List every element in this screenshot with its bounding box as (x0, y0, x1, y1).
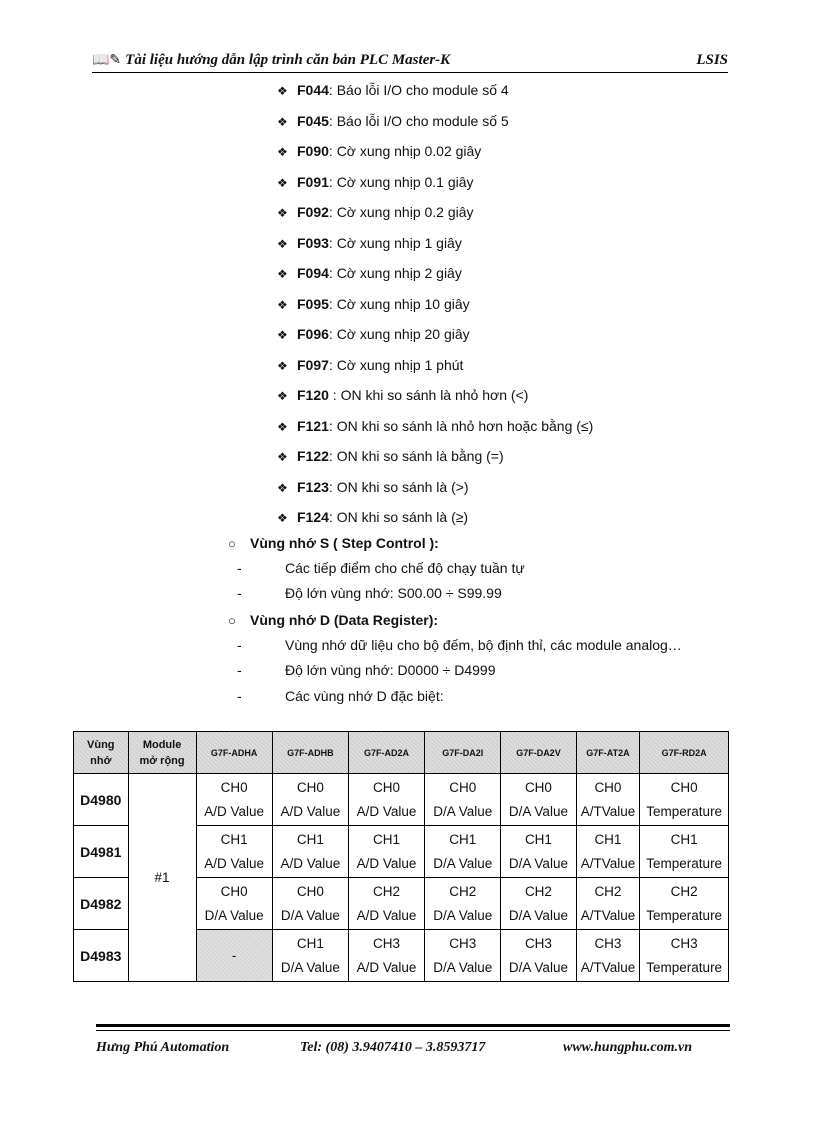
table-cell: CH0 D/A Value (272, 878, 348, 930)
header-model: G7F-ADHA (196, 732, 272, 774)
memory-table (73, 731, 729, 982)
section-s-line: - Độ lớn vùng nhớ: S00.00 ÷ S99.99 (237, 585, 502, 601)
list-item: ❖ F121: ON khi so sánh là nhỏ hơn hoặc bằng (≤) (277, 416, 593, 447)
diamond-bullet-icon: ❖ (277, 389, 288, 403)
section-s-line: - Các tiếp điểm cho chế độ chạy tuần tự (237, 560, 525, 576)
diamond-bullet-icon: ❖ (277, 511, 288, 525)
diamond-bullet-icon: ❖ (277, 480, 288, 495)
table-cell: CH2 A/D Value (348, 878, 424, 930)
header-title: 📖✎ Tài liệu hướng dẫn lập trình căn bản PLC Master-K (92, 52, 451, 68)
table-cell: CH1 D/A Value (272, 930, 348, 982)
table-cell: CH0 D/A Value (501, 774, 576, 826)
header-model: G7F-AD2A (348, 732, 424, 774)
table-cell: CH0 D/A Value (196, 878, 272, 930)
footer-website: www.hungphu.com.vn (563, 1040, 693, 1055)
diamond-bullet-icon: ❖ (277, 328, 288, 342)
table-cell: CH1 D/A Value (425, 826, 501, 878)
address-cell: D4982 (74, 878, 129, 930)
table-cell: CH2 A/TValue (576, 878, 640, 930)
table-cell: CH0 A/D Value (348, 774, 424, 826)
book-pen-icon: 📖✎ (92, 53, 122, 68)
footer-company: Hưng Phú Automation (96, 1040, 230, 1055)
diamond-bullet-icon: ❖ (277, 206, 288, 220)
table-cell: CH1 A/D Value (348, 826, 424, 878)
list-item: ❖ F093: Cờ xung nhịp 1 giây (277, 233, 593, 264)
diamond-bullet-icon: ❖ (277, 175, 288, 190)
table-cell: CH1 A/D Value (272, 826, 348, 878)
table-cell: CH2 D/A Value (501, 878, 576, 930)
header-model: G7F-ADHB (272, 732, 348, 774)
header-vung-nho: Vùng nhớ (74, 732, 129, 774)
table-cell: CH0 Temperature (640, 774, 729, 826)
footer-divider (96, 1030, 730, 1031)
list-item: ❖ F120 : ON khi so sánh là nhỏ hơn (<) (277, 385, 593, 416)
diamond-bullet-icon: ❖ (277, 145, 288, 159)
section-d-line: - Các vùng nhớ D đặc biệt: (237, 688, 444, 704)
list-item: ❖ F090: Cờ xung nhịp 0.02 giây (277, 141, 593, 172)
section-heading-s: ○ Vùng nhớ S ( Step Control ): (228, 535, 439, 551)
circle-bullet-icon: ○ (228, 536, 236, 551)
list-item: ❖ F096: Cờ xung nhịp 20 giây (277, 324, 593, 355)
table-cell: CH1 D/A Value (501, 826, 576, 878)
table-cell: CH3 A/TValue (576, 930, 640, 982)
header-model: G7F-DA2I (425, 732, 501, 774)
table-cell: CH0 A/D Value (196, 774, 272, 826)
list-item: ❖ F092: Cờ xung nhịp 0.2 giây (277, 202, 593, 233)
footer-divider (96, 1024, 730, 1027)
table-cell: CH1 A/D Value (196, 826, 272, 878)
address-cell: D4983 (74, 930, 129, 982)
header-model: G7F-AT2A (576, 732, 640, 774)
diamond-bullet-icon: ❖ (277, 236, 288, 251)
table-cell: CH2 D/A Value (425, 878, 501, 930)
table-cell: CH0 A/D Value (272, 774, 348, 826)
diamond-bullet-icon: ❖ (277, 297, 288, 312)
section-d-line: - Vùng nhớ dữ liệu cho bộ đếm, bộ định thỉ, các module analog… (237, 637, 682, 653)
table-cell: CH3 D/A Value (501, 930, 576, 982)
table-cell: CH2 Temperature (640, 878, 729, 930)
table-cell: CH1 Temperature (640, 826, 729, 878)
list-item: ❖ F094: Cờ xung nhịp 2 giây (277, 263, 593, 294)
footer-tel: Tel: (08) 3.9407410 – 3.8593717 (300, 1040, 486, 1055)
diamond-bullet-icon: ❖ (277, 267, 288, 281)
list-item: ❖ F122: ON khi so sánh là bằng (=) (277, 446, 593, 477)
page-header (92, 52, 728, 73)
table-cell: CH0 D/A Value (425, 774, 501, 826)
address-cell: D4981 (74, 826, 129, 878)
diamond-bullet-icon: ❖ (277, 358, 288, 373)
section-heading-d: ○ Vùng nhớ D (Data Register): (228, 612, 439, 628)
empty-cell: - (196, 930, 272, 982)
diamond-bullet-icon: ❖ (277, 450, 288, 464)
list-item: ❖ F097: Cờ xung nhịp 1 phút (277, 355, 593, 386)
table-cell: CH1 A/TValue (576, 826, 640, 878)
list-item: ❖ F095: Cờ xung nhịp 10 giây (277, 294, 593, 325)
header-model: G7F-DA2V (501, 732, 576, 774)
section-d-line: - Độ lớn vùng nhớ: D0000 ÷ D4999 (237, 662, 496, 678)
table-cell: CH3 A/D Value (348, 930, 424, 982)
address-cell: D4980 (74, 774, 129, 826)
table-cell: CH0 A/TValue (576, 774, 640, 826)
list-item: ❖ F124: ON khi so sánh là (≥) (277, 507, 593, 538)
header-module: Module mở rộng (128, 732, 196, 774)
module-number-cell: #1 (128, 774, 196, 982)
table-row (74, 774, 729, 826)
circle-bullet-icon: ○ (228, 613, 236, 628)
diamond-bullet-icon: ❖ (277, 419, 288, 434)
diamond-bullet-icon: ❖ (277, 84, 288, 98)
header-model: G7F-RD2A (640, 732, 729, 774)
list-item: ❖ F044: Báo lỗi I/O cho module số 4 (277, 80, 593, 111)
diamond-bullet-icon: ❖ (277, 114, 288, 129)
table-header-row (74, 732, 729, 774)
flag-list (277, 80, 593, 538)
table-cell: CH3 D/A Value (425, 930, 501, 982)
header-brand: LSIS (696, 52, 728, 68)
list-item: ❖ F091: Cờ xung nhịp 0.1 giây (277, 172, 593, 203)
table-cell: CH3 Temperature (640, 930, 729, 982)
list-item: ❖ F123: ON khi so sánh là (>) (277, 477, 593, 508)
list-item: ❖ F045: Báo lỗi I/O cho module số 5 (277, 111, 593, 142)
